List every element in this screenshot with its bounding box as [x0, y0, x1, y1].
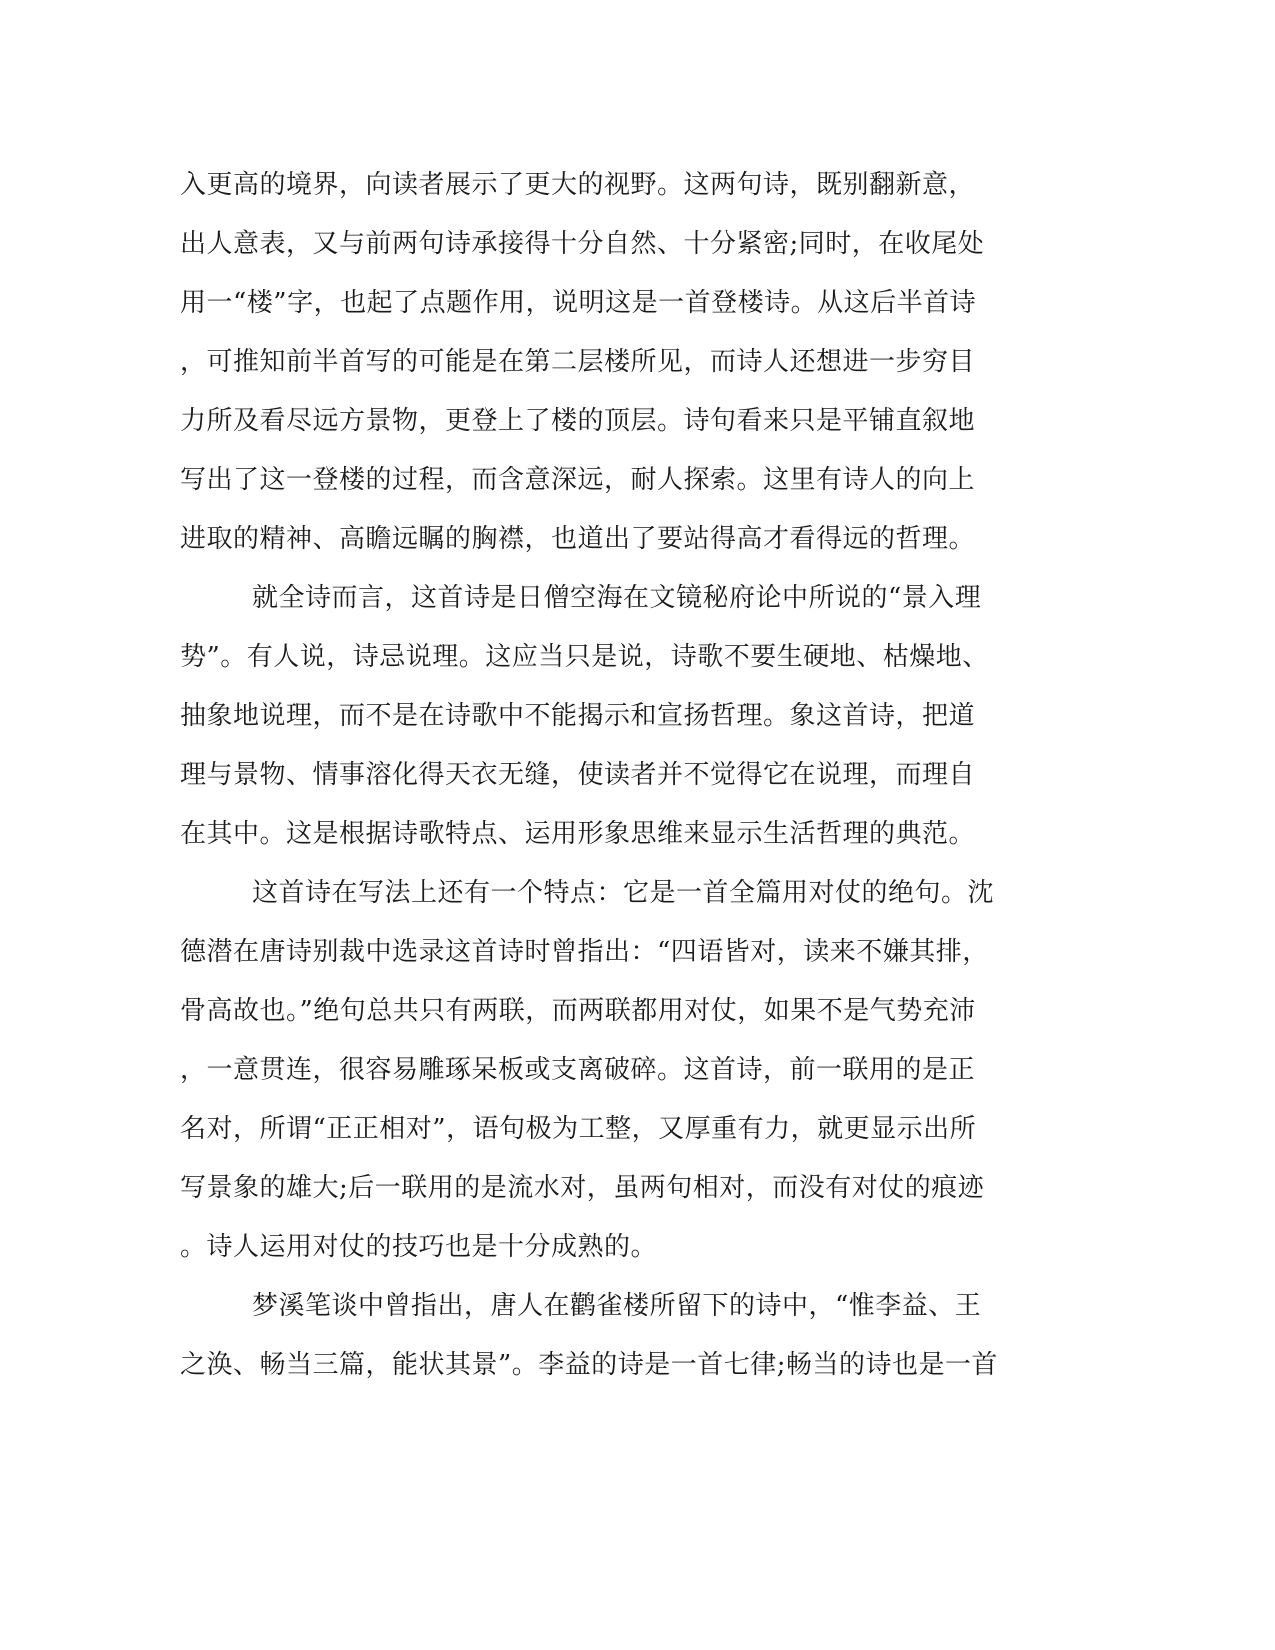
text-line: 名对，所谓“正正相对”，语句极为工整，又厚重有力，就更显示出所	[180, 1114, 977, 1144]
paragraph-first-line: 就全诗而言，这首诗是日僧空海在文镜秘府论中所说的“景入理	[252, 583, 982, 613]
paragraph-first-line: 梦溪笔谈中曾指出，唐人在鹳雀楼所留下的诗中，“惟李益、王	[252, 1291, 982, 1321]
text-line: 抽象地说理，而不是在诗歌中不能揭示和宣扬哲理。象这首诗，把道	[180, 701, 976, 731]
text-line: 德潜在唐诗别裁中选录这首诗时曾指出：“四语皆对，读来不嫌其排，	[180, 937, 989, 967]
text-line: 理与景物、情事溶化得天衣无缝，使读者并不觉得它在说理，而理自	[180, 760, 976, 790]
text-line: 出人意表，又与前两句诗承接得十分自然、十分紧密;同时，在收尾处	[180, 229, 985, 259]
text-line: 在其中。这是根据诗歌特点、运用形象思维来显示生活哲理的典范。	[180, 819, 976, 849]
text-line: 写景象的雄大;后一联用的是流水对，虽两句相对，而没有对仗的痕迹	[180, 1173, 985, 1203]
text-line: 写出了这一登楼的过程，而含意深远，耐人探索。这里有诗人的向上	[180, 465, 976, 495]
text-line: ，可推知前半首写的可能是在第二层楼所见，而诗人还想进一步穷目	[180, 347, 976, 377]
text-line: 。诗人运用对仗的技巧也是十分成熟的。	[180, 1232, 658, 1262]
text-line: 骨高故也。”绝句总共只有两联，而两联都用对仗，如果不是气势充沛	[180, 996, 976, 1026]
text-line: 用一“楼”字，也起了点题作用，说明这是一首登楼诗。从这后半首诗	[180, 288, 977, 318]
body-text	[180, 156, 1040, 1395]
text-line: 力所及看尽远方景物，更登上了楼的顶层。诗句看来只是平铺直叙地	[180, 406, 976, 436]
paragraph-first-line: 这首诗在写法上还有一个特点：它是一首全篇用对仗的绝句。沈	[252, 878, 995, 908]
text-line: 进取的精神、高瞻远瞩的胸襟，也道出了要站得高才看得远的哲理。	[180, 524, 976, 554]
text-line: 入更高的境界，向读者展示了更大的视野。这两句诗，既别翻新意，	[180, 170, 976, 200]
text-line: 势”。有人说，诗忌说理。这应当只是说，诗歌不要生硬地、枯燥地、	[180, 642, 989, 672]
text-line: 之涣、畅当三篇，能状其景”。李益的诗是一首七律;畅当的诗也是一首	[180, 1350, 999, 1380]
text-line: ，一意贯连，很容易雕琢呆板或支离破碎。这首诗，前一联用的是正	[180, 1055, 976, 1085]
